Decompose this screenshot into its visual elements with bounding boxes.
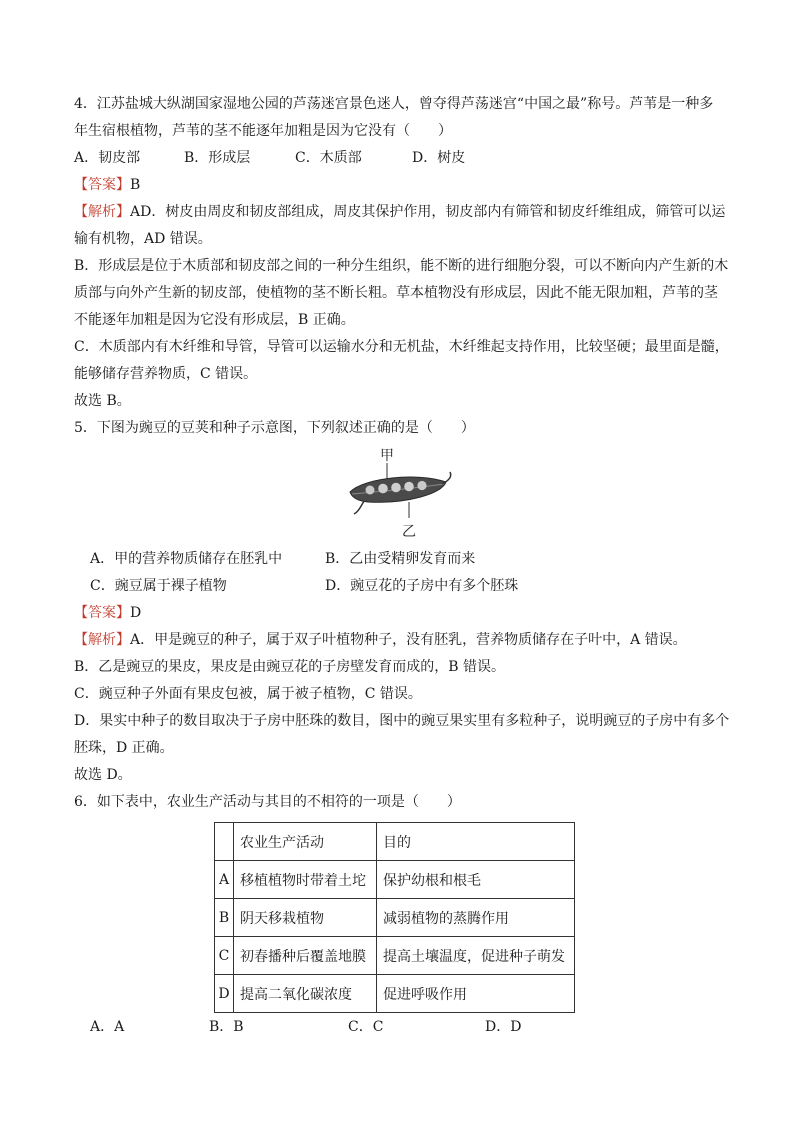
q4-option-a: A．韧皮部 xyxy=(74,150,141,166)
q4-option-d: D．树皮 xyxy=(412,150,466,166)
table-row xyxy=(215,899,575,937)
table-cell: C xyxy=(215,937,234,975)
q6-option-b: B．B xyxy=(209,1019,244,1035)
analysis-tag: 【解析】 xyxy=(74,204,130,220)
q5-analysis-line: 胚珠，D 正确。 xyxy=(74,740,174,756)
q4-analysis-line: 【解析】AD．树皮由周皮和韧皮部组成，周皮其保护作用，韧皮部内有筛管和韧皮纤维组成，筛管可以运 xyxy=(74,204,726,220)
q4-analysis-line: 质部与向外产生新的韧皮部，使植物的茎不断长粗。草本植物没有形成层，因此不能无限加粗，芦苇的茎 xyxy=(74,285,718,301)
q4-options xyxy=(74,145,724,172)
table-cell: A xyxy=(215,861,234,899)
pea-seed xyxy=(378,484,388,494)
q4-analysis-line: B．形成层是位于木质部和韧皮部之间的一种分生组织，能不断的进行细胞分裂，可以不断向内产生新的木 xyxy=(74,258,729,274)
table-header-purpose: 目的 xyxy=(377,823,575,861)
q6-option-d: D．D xyxy=(485,1019,522,1035)
q4-analysis-line: 故选 B。 xyxy=(74,393,131,409)
fig-label-yi: 乙 xyxy=(402,524,416,540)
table-header-row xyxy=(215,823,575,861)
table-cell: 保护幼根和根毛 xyxy=(377,861,575,899)
table-header-activity: 农业生产活动 xyxy=(234,823,377,861)
pea-seed xyxy=(417,481,426,490)
q4-analysis-line: 不能逐年加粗是因为它没有形成层，B 正确。 xyxy=(74,312,355,328)
q5-option-c: C．豌豆属于裸子植物 xyxy=(90,578,227,594)
q6-option-c: C．C xyxy=(348,1019,384,1035)
pea-seed xyxy=(366,486,375,495)
q6-option-a: A．A xyxy=(90,1019,125,1035)
answer-value: B xyxy=(130,177,141,193)
q4-analysis-line: 输有机物，AD 错误。 xyxy=(74,231,212,247)
table-cell: D xyxy=(215,975,234,1013)
q4-stem-line1: 4．江苏盐城大纵湖国家湿地公园的芦荡迷宫景色迷人，曾夺得芦荡迷宫“中国之最”称号。芦苇是一种多 xyxy=(74,96,714,112)
pea-seed xyxy=(391,483,401,493)
q5-analysis-line: C．豌豆种子外面有果皮包被，属于被子植物，C 错误。 xyxy=(74,686,422,702)
table-row xyxy=(215,975,575,1013)
analysis-tag: 【解析】 xyxy=(74,632,130,648)
pea-seed xyxy=(404,482,414,492)
q6-stem: 6．如下表中，农业生产活动与其目的不相符的一项是（ ） xyxy=(74,794,461,810)
table-cell: 减弱植物的蒸腾作用 xyxy=(377,899,575,937)
table-cell: 移植植物时带着土坨 xyxy=(234,861,377,899)
q4-option-c: C．木质部 xyxy=(295,150,362,166)
q5-option-d: D．豌豆花的子房中有多个胚珠 xyxy=(325,578,519,594)
q5-analysis-line: B．乙是豌豆的果皮，果皮是由豌豆花的子房壁发育而成的，B 错误。 xyxy=(74,659,506,675)
q5-analysis-line: 故选 D。 xyxy=(74,767,132,783)
q4-analysis-line: 能够储存营养物质，C 错误。 xyxy=(74,366,258,382)
pea-pod-figure xyxy=(74,444,724,544)
q5-options xyxy=(74,546,724,600)
q6-options xyxy=(74,1015,724,1039)
pea-pod-illustration xyxy=(346,444,456,544)
table-cell: 提高二氧化碳浓度 xyxy=(234,975,377,1013)
table-cell: 阴天移栽植物 xyxy=(234,899,377,937)
table-cell: 初春播种后覆盖地膜 xyxy=(234,937,377,975)
table-row xyxy=(215,861,575,899)
table-cell: 提高土壤温度，促进种子萌发 xyxy=(377,937,575,975)
q4-answer xyxy=(74,172,724,199)
q5-option-b: B．乙由受精卵发育而来 xyxy=(325,551,476,567)
q5-answer xyxy=(74,600,724,627)
answer-tag: 【答案】 xyxy=(74,177,130,193)
table-row xyxy=(215,937,575,975)
q5-analysis-line: D．果实中种子的数目取决于子房中胚珠的数目，图中的豌豆果实里有多粒种子，说明豌豆的子房中有多个 xyxy=(74,713,730,729)
table-cell: 促进呼吸作用 xyxy=(377,975,575,1013)
q6-table xyxy=(214,822,575,1013)
q5-analysis-line: 【解析】A．甲是豌豆的种子，属于双子叶植物种子，没有胚乳，营养物质储存在子叶中，A 错误。 xyxy=(74,632,687,648)
table-cell xyxy=(215,823,234,861)
q4-option-b: B．形成层 xyxy=(184,150,251,166)
answer-tag: 【答案】 xyxy=(74,605,130,621)
q4-stem-line2: 年生宿根植物，芦苇的茎不能逐年加粗是因为它没有（ ） xyxy=(74,123,452,139)
q5-stem: 5．下图为豌豆的豆荚和种子示意图，下列叙述正确的是（ ） xyxy=(74,420,475,436)
table-cell: B xyxy=(215,899,234,937)
document-page xyxy=(74,91,730,1039)
answer-value: D xyxy=(130,605,142,621)
q5-option-a: A．甲的营养物质储存在胚乳中 xyxy=(90,551,283,567)
q4-analysis-line: C．木质部内有木纤维和导管，导管可以运输水分和无机盐，木纤维起支持作用，比较坚硬；最里面是髓， xyxy=(74,339,729,355)
fig-label-jia: 甲 xyxy=(380,448,394,464)
